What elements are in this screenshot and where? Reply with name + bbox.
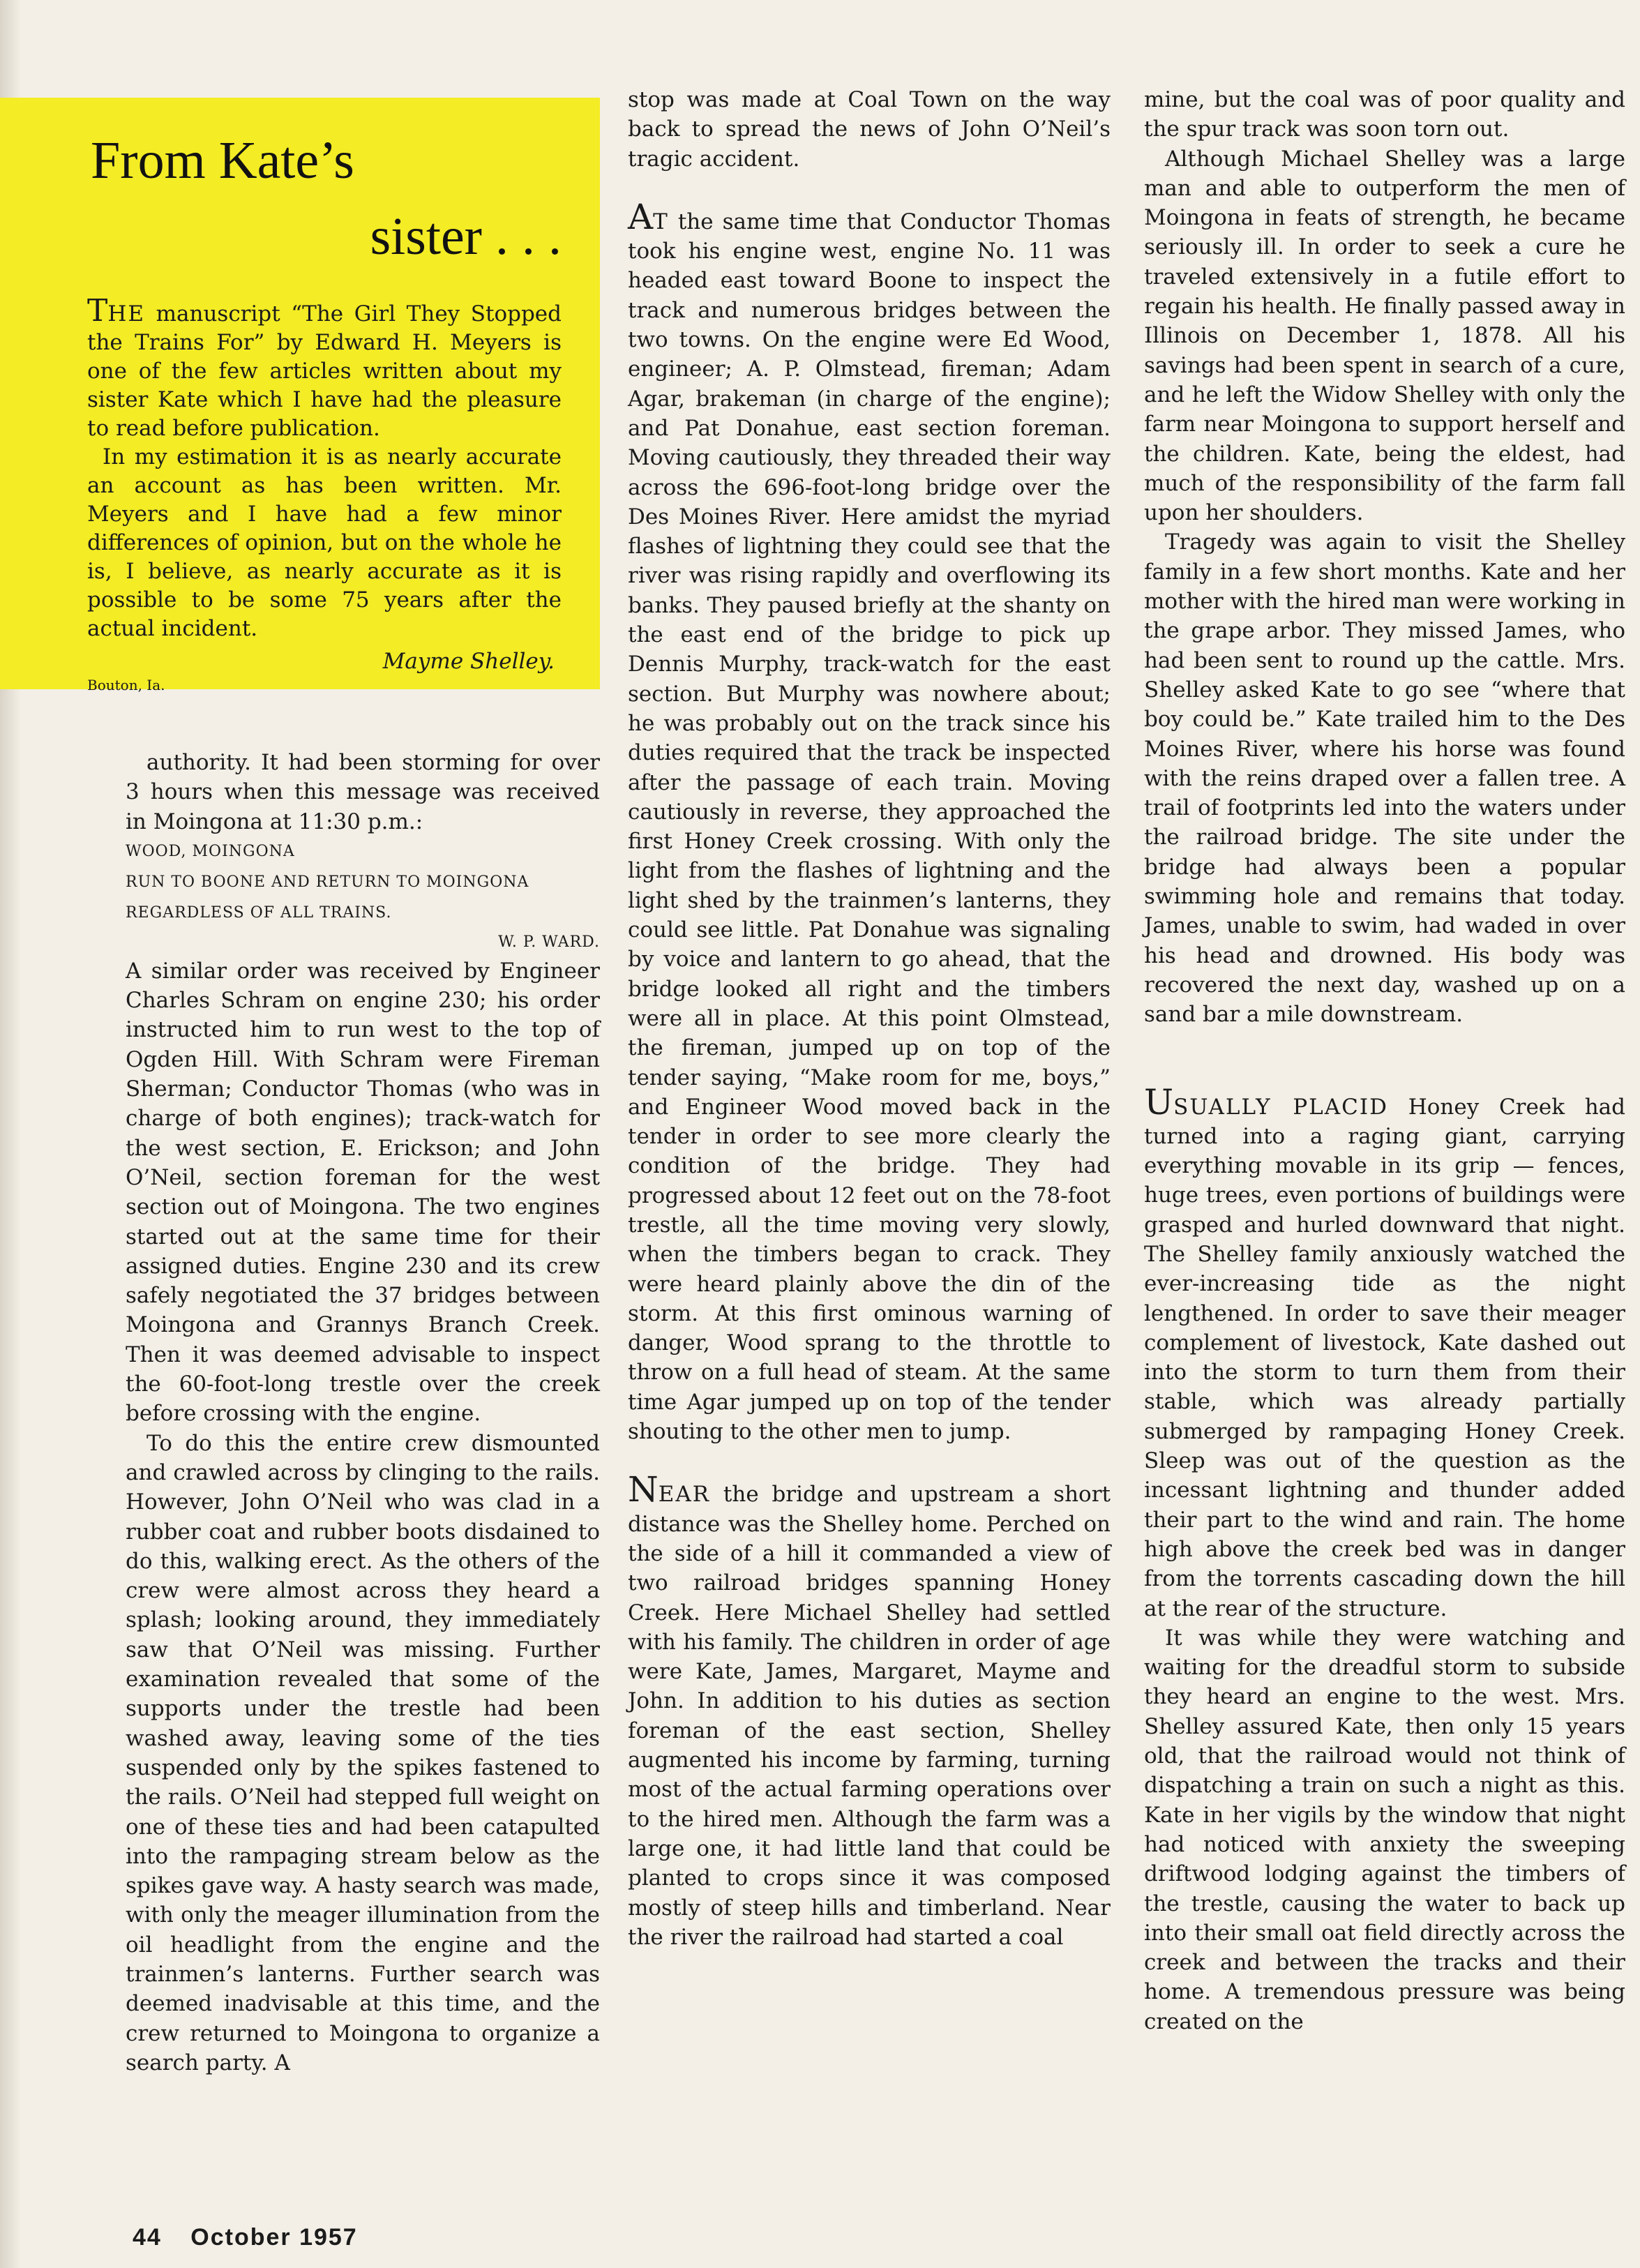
section-2-dropcap: N bbox=[628, 1469, 659, 1510]
section-3-dropcap: U bbox=[1144, 1081, 1174, 1122]
article-column-3 bbox=[1144, 85, 1625, 2036]
section-3-capword: SUALLY PLACID bbox=[1173, 1094, 1388, 1120]
section-1-text: the same time that Conductor Thomas took his engine west, engine No. 11 was headed east toward Boone to inspect the track and numerous bridges between the two towns. On the engine were Ed Wood, engineer; A. P. Olmstead, fireman; Adam Agar, brakeman (in charge of the engine); and Pat Donahue, east section foreman. Moving cautiously, they threaded their way across the 696-foot-long bridge over the Des Moines River. Here amidst the myriad flashes of lightning they could see that the river was rising rapidly and overflowing its banks. They paused briefly at the shanty on the east end of the bridge to pick up Dennis Murphy, track-watch for the east section. But Murphy was nowhere about; he was probably out on the track since his duties required that the track be inspected after the passage of each train. Moving cautiously in reverse, they approached the first Honey Creek crossing. With only the light from the flashes of lightning and the light shed by the trainmen’s lanterns, they could see little. Pat Donahue was signaling by voice and lantern to go ahead, that the bridge looked all right and the timbers were all in place. At this point Olmstead, the fireman, jumped up on top of the tender saying, “Make room for me, boys,” and Engineer Wood moved back in the tender in order to see more clearly the condition of the bridge. They had progressed about 12 feet out on the 78-foot trestle, all the time moving very slowly, when the timbers began to crack. They were heard plainly above the din of the storm. At this first ominous warning of danger, Wood sprang to the throttle to throw on a full head of steam. At the same time Agar jumped up on top of the tender shouting to the other men to jump. bbox=[628, 209, 1111, 1445]
telegram-header: WOOD, MOINGONA bbox=[126, 842, 295, 860]
editor-note-box bbox=[0, 98, 600, 694]
col1-paragraph-1: authority. It had been storming for over 3 hours when this message was received in Moingona at 11:30 p.m.: bbox=[126, 750, 600, 834]
col2-paragraph-1: stop was made at Coal Town on the way back to spread the news of John O’Neil’s tragic accident. bbox=[628, 87, 1111, 172]
section-3-text: Honey Creek had turned into a raging giant, carrying everything movable in its grip — fences, huge trees, even portions of buildings were grasped and hurled downward that night. The Shelley family anxiously watched the ever-increasing tide as the night lengthened. In order to save their meager complement of livestock, Kate dashed out into the storm to turn them from their stable, which was already partially submerged by rampaging Honey Creek. Sleep was out of the question as the incessant lightning and thunder added their part to the wind and rain. The home high above the creek bed was in danger from the torrents cascading down the hill at the rear of the structure. bbox=[1144, 1094, 1625, 1621]
telegram-signature: W. P. WARD. bbox=[498, 933, 600, 951]
page-number: 44 bbox=[133, 2224, 162, 2251]
telegram-body: RUN TO BOONE AND RETURN TO MOINGONA REGARDLESS OF ALL TRAINS. bbox=[126, 873, 529, 922]
section-2-capword: EAR bbox=[658, 1482, 711, 1508]
col3-paragraph-2: Although Michael Shelley was a large man and able to outperform the men of Moingona in feats of strength, he became seriously ill. In order to seek a cure he traveled extensively in a futile effort to regain his health. He finally passed away in Illinois on December 1, 1878. All his savings had been spent in search of a cure, and he left the Widow Shelley with only the farm near Moingona to support herself and the children. Kate, being the eldest, had much of the responsibility of the farm fall upon her shoulders. bbox=[1144, 146, 1625, 526]
col2-section-2 bbox=[628, 1469, 1111, 1952]
note-paragraph-1-text: manuscript “The Girl They Stopped the Trains For” by Edward H. Meyers is one of the few articles written about my sister Kate which I have had the pleasure to read before publication. bbox=[87, 301, 562, 442]
section-gap bbox=[628, 1446, 1111, 1475]
section-gap bbox=[628, 174, 1111, 203]
note-signature: Mayme Shelley. bbox=[382, 649, 555, 675]
section-1-dropcap: A bbox=[628, 196, 654, 237]
sidebar-title-line2: sister . . . bbox=[370, 207, 562, 266]
article-column-2 bbox=[628, 85, 1111, 1952]
note-paragraph-2: In my estimation it is as nearly accurate an account as has been written. Mr. Meyers and I have had a few minor differences of opinion, but on the whole he is, I believe, as nearly accurate as it is possible to be some 75 years after the actual incident. bbox=[87, 444, 562, 642]
section-1-capword: T bbox=[653, 209, 669, 234]
col3-section-3 bbox=[1144, 1081, 1625, 1623]
note-paragraph-1 bbox=[87, 293, 562, 443]
col3-paragraph-1: mine, but the coal was of poor quality and the spur track was soon torn out. bbox=[1144, 87, 1625, 142]
article-column-1 bbox=[126, 748, 600, 2078]
col1-paragraph-3: To do this the entire crew dismounted and crawled across by clinging to the rails. However, John O’Neil who was clad in a rubber coat and rubber boots disdained to do this, walking erect. As the others of the crew were almost across they heard a splash; looking around, they immediately saw that O’Neil was missing. Further examination revealed that some of the supports under the trestle had been washed away, leaving some of the ties suspended only by the spikes fastened to the rails. O’Neil had stepped full weight on one of these ties and had been catapulted into the rampaging stream below as the spikes gave way. A hasty search was made, with only the meager illumination from the oil headlight from the engine and the trainmen’s lanterns. Further search was deemed inadvisable at this time, and the crew returned to Moingona to organize a search party. A bbox=[126, 1430, 600, 2075]
section-2-text: the bridge and upstream a short distance was the Shelley home. Perched on the side of a hill it commanded a view of two railroad bridges spanning Honey Creek. Here Michael Shelley had settled with his family. The children in order of age were Kate, James, Margaret, Mayme and John. In addition to his duties as section foreman of the east section, Shelley augmented his income by farming, turning most of the actual farming operations over to the hired men. Although the farm was a large one, it had little land that could be planted to crops since it was composed mostly of steep hills and timberland. Near the river the railroad had started a coal bbox=[628, 1482, 1111, 1950]
col3-paragraph-4: It was while they were watching and waiting for the dreadful storm to subside they heard an engine to the west. Mrs. Shelley assured Kate, then only 15 years old, that the railroad would not think of dispatching a train on such a night as this. Kate in her vigils by the window that night had noticed with anxiety the sweeping driftwood lodging against the timbers of the trestle, causing the water to back up into their small oat field directly across the creek and between the tracks and their home. A tremendous pressure was being created on the bbox=[1144, 1625, 1625, 2034]
section-gap bbox=[1144, 1030, 1625, 1059]
note-dropcap: T bbox=[87, 293, 108, 329]
col2-section-1 bbox=[628, 196, 1111, 1446]
sidebar-title-line1: From Kate’s bbox=[91, 131, 354, 190]
section-gap bbox=[1144, 1059, 1625, 1088]
col3-paragraph-3: Tragedy was again to visit the Shelley family in a few short months. Kate and her mother with the hired man were working in the grape arbor. They missed James, who had been sent to round up the cattle. Mrs. Shelley asked Kate to go see “where that boy could be.” Kate trailed him to the Des Moines River, where his horse was found with the reins draped over a fallen tree. A trail of footprints led into the waters under the railroad bridge. The site under the bridge had always been a popular swimming hole and remains that today. James, unable to swim, had waded in over his head and drowned. His body was recovered the next day, washed up on a sand bar a mile downstream. bbox=[1144, 530, 1625, 1028]
note-capword: HE bbox=[107, 301, 146, 327]
col1-paragraph-2: A similar order was received by Engineer Charles Schram on engine 230; his order instructed him to run west to the top of Ogden Hill. With Schram were Fireman Sherman; Conductor Thomas (who was in charge of both engines); track-watch for the west section, E. Erickson; and John O’Neil, section foreman for the west section out of Moingona. The two engines started out at the same time for their assigned duties. Engine 230 and its crew safely negotiated the 37 bridges between Moingona and Grannys Branch Creek. Then it was deemed advisable to inspect the 60-foot-long trestle over the creek before crossing with the engine. bbox=[126, 958, 600, 1427]
page-footer bbox=[133, 2224, 358, 2251]
issue-date: October 1957 bbox=[190, 2224, 358, 2251]
note-location: Bouton, Ia. bbox=[87, 677, 165, 694]
